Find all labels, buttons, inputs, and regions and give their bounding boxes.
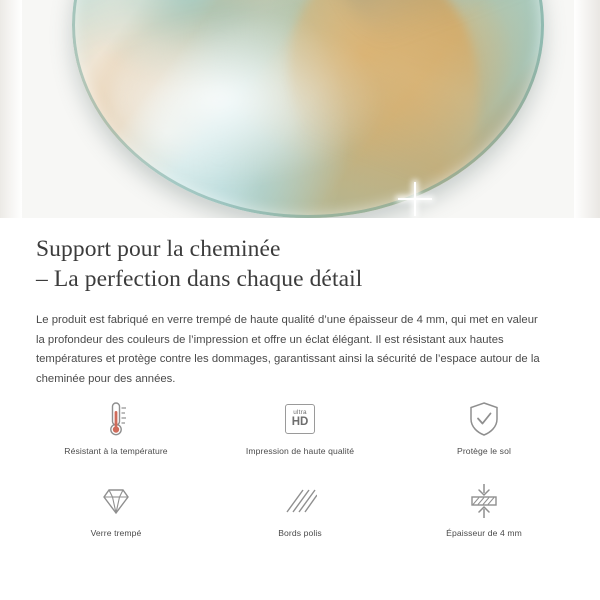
feature-high-quality-print: [208, 398, 392, 472]
shield-check-icon: [467, 398, 501, 440]
round-glass-plate-image: [72, 0, 544, 218]
feature-temperature-resistant: [24, 398, 208, 472]
page-edge-shadow-right: [574, 0, 600, 218]
thermometer-icon: [99, 398, 133, 440]
hero-image: [0, 0, 600, 218]
headline-line-2: – La perfection dans chaque détail: [36, 266, 363, 292]
text-block: [0, 218, 600, 389]
feature-protects-floor: [392, 398, 576, 472]
body-paragraph: Le produit est fabriqué en verre trempé de haute qualité d’une épaisseur de 4 mm, qui met en valeur la profondeur des couleurs de l’impression et offre un éclat élégant. Il est résistant aux hautes températures et protège contre les dommages, garantissant ainsi la sécurité de l’espace autour de la cheminée pour des années.: [36, 314, 540, 385]
headline-line-1: Support pour la cheminée: [36, 236, 281, 262]
feature-label: Impression de haute qualité: [245, 446, 355, 456]
feature-label: Bords polis: [278, 528, 322, 538]
polished-edges-icon: [283, 480, 317, 522]
feature-label: Verre trempé: [90, 528, 142, 538]
feature-label: Protège le sol: [457, 446, 511, 456]
feature-label: Épaisseur de 4 mm: [446, 528, 522, 538]
ultra-hd-badge-bottom: HD: [291, 415, 309, 428]
feature-polished-edges: [208, 480, 392, 554]
glass-rim: [72, 0, 544, 218]
ultra-hd-icon: [285, 398, 315, 440]
page-title: [36, 234, 564, 294]
diamond-icon: [98, 480, 134, 522]
feature-grid: [0, 398, 600, 554]
feature-thickness-4mm: [392, 480, 576, 554]
ultra-hd-badge-top: ultra: [293, 408, 307, 416]
feature-tempered-glass: [24, 480, 208, 554]
page-edge-shadow-left: [0, 0, 22, 218]
feature-label: Résistant à la température: [64, 446, 168, 456]
thickness-arrows-icon: [466, 480, 502, 522]
